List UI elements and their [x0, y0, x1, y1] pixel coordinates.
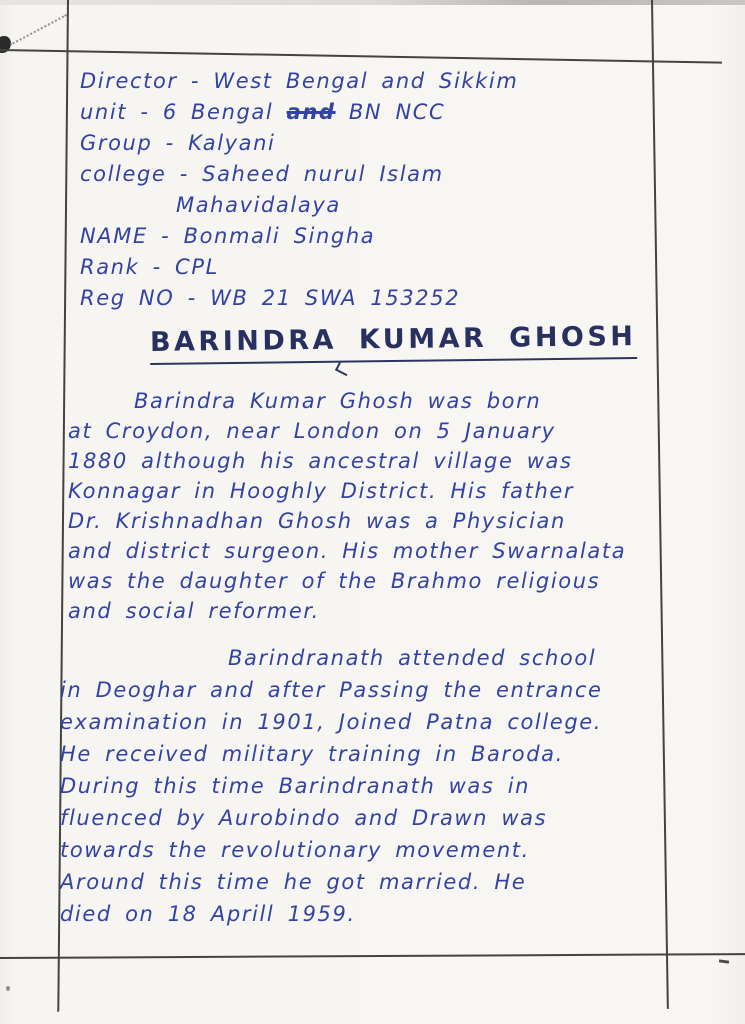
- margin-rule-bottom: [0, 953, 745, 959]
- handwritten-line: During this time Barindranath was in: [60, 774, 531, 798]
- scan-edge-shadow: [0, 0, 745, 5]
- handwritten-line: and district surgeon. His mother Swarnalata: [68, 539, 627, 563]
- handwritten-line: was the daughter of the Brahmo religious: [68, 569, 601, 593]
- unit-text-before: unit - 6 Bengal: [80, 100, 287, 124]
- handwritten-line: towards the revolutionary movement.: [60, 838, 530, 862]
- header-line-rank: Rank - CPL: [80, 255, 219, 279]
- title-text: BARINDRA KUMAR GHOSH: [150, 321, 637, 365]
- header-block: [80, 66, 640, 314]
- handwritten-line: examination in 1901, Joined Patna college.: [60, 710, 603, 734]
- paragraph-1: [68, 386, 718, 626]
- scan-mark-dash: [719, 959, 729, 963]
- header-line-regno: Reg NO - WB 21 SWA 153252: [80, 286, 461, 310]
- scan-speck: [6, 986, 10, 991]
- handwritten-line: Dr. Krishnadhan Ghosh was a Physician: [68, 509, 566, 533]
- dotted-scan-trail: [10, 14, 67, 46]
- underline-arrow-mark: [335, 362, 351, 376]
- handwritten-line: at Croydon, near London on 5 January: [68, 419, 556, 443]
- handwritten-line: died on 18 Aprill 1959.: [60, 902, 356, 926]
- header-line-college: college - Saheed nurul Islam: [80, 162, 444, 186]
- header-line-unit: [80, 97, 640, 128]
- handwritten-line: and social reformer.: [68, 599, 320, 623]
- handwritten-line: Around this time he got married. He: [60, 870, 527, 894]
- header-line-director: Director - West Bengal and Sikkim: [80, 69, 519, 93]
- handwritten-line: Barindranath attended school: [228, 646, 597, 670]
- handwritten-line: in Deoghar and after Passing the entrance: [60, 678, 603, 702]
- margin-rule-top: [0, 49, 722, 64]
- handwritten-line: He received military training in Baroda.: [60, 742, 564, 766]
- handwritten-line: fluenced by Aurobindo and Drawn was: [60, 806, 548, 830]
- handwritten-line: 1880 although his ancestral village was: [68, 449, 573, 473]
- paragraph-2: [60, 642, 725, 930]
- header-line-college-continuation: Mahavidalaya: [176, 193, 341, 217]
- unit-text-after: BN NCC: [335, 100, 446, 124]
- header-line-group: Group - Kalyani: [80, 131, 276, 155]
- handwritten-line: Konnagar in Hooghly District. His father: [68, 479, 575, 503]
- handwritten-line: Barindra Kumar Ghosh was born: [134, 389, 542, 413]
- header-line-name: NAME - Bonmali Singha: [80, 224, 376, 248]
- strikethrough-word: and: [286, 100, 336, 124]
- essay-title: [150, 321, 637, 365]
